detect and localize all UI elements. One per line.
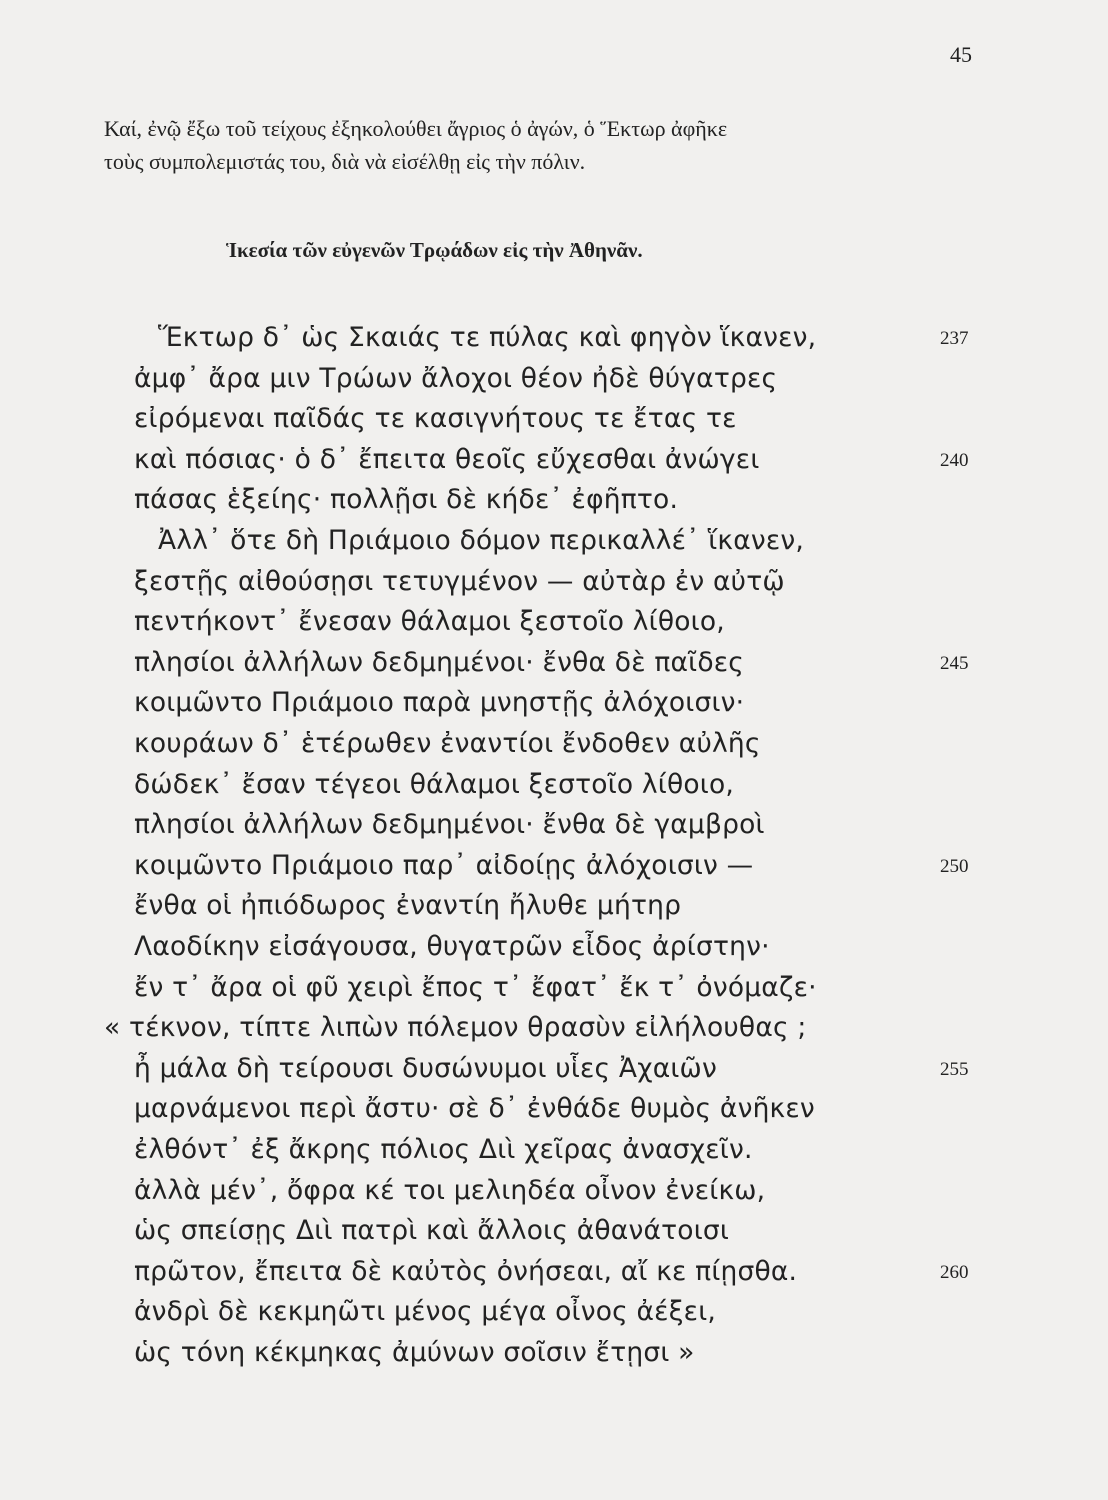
verse-line: ὡς σπείσῃς Διὶ πατρὶ καὶ ἄλλοις ἀθανάτοισι	[134, 1215, 730, 1247]
verse-line: πλησίοι ἀλλήλων δεδμημένοι· ἔνθα δὲ παῖδες	[134, 646, 745, 678]
verse-line: Λαοδίκην εἰσάγουσα, θυγατρῶν εἶδος ἀρίστην·	[134, 931, 770, 962]
verse-line: πάσας ἑξείης· πολλῇσι δὲ κήδε᾽ ἐφῆπτο.	[134, 484, 679, 516]
verse-line: ἦ μάλα δὴ τείρουσι δυσώνυμοι υἷες Ἀχαιῶν	[134, 1052, 717, 1084]
line-number: 250	[940, 855, 969, 877]
verse-line: Ἕκτωρ δ᾽ ὡς Σκαιάς τε πύλας καὶ φηγὸν ἵκανεν,	[158, 322, 817, 353]
verse-line: μαρνάμενοι περὶ ἄστυ· σὲ δ᾽ ἐνθάδε θυμὸς ἀνῆκεν	[134, 1093, 815, 1125]
verse-line: ἀνδρὶ δὲ κεκμηῶτι μένος μέγα οἶνος ἀέξει,	[134, 1296, 716, 1328]
verse-line: δώδεκ᾽ ἔσαν τέγεοι θάλαμοι ξεστοῖο λίθοιο,	[134, 768, 734, 800]
verse-line: κοιμῶντο Πριάμοιο παρὰ μνηστῇς ἀλόχοισιν·	[134, 687, 745, 719]
verse-line: ἔν τ᾽ ἄρα οἱ φῦ χειρὶ ἔπος τ᾽ ἔφατ᾽ ἔκ τ᾽ ὀνόμαζε·	[134, 971, 817, 1003]
verse-line: ἐλθόντ᾽ ἐξ ἄκρης πόλιος Διὶ χεῖρας ἀνασχεῖν.	[134, 1134, 753, 1165]
verse-line: Ἀλλ᾽ ὅτε δὴ Πριάμοιο δόμον περικαλλέ᾽ ἵκανεν,	[158, 525, 805, 556]
intro-paragraph	[104, 112, 1004, 178]
verse-line: πλησίοι ἀλλήλων δεδμημένοι· ἔνθα δὲ γαμβροὶ	[134, 809, 765, 841]
verse-line: εἰρόμεναι παῖδάς τε κασιγνήτους τε ἔτας τε	[134, 403, 737, 435]
verse-line: « τέκνον, τίπτε λιπὼν πόλεμον θρασὺν εἰλήλουθας ;	[104, 1012, 807, 1044]
verse-line: καὶ πόσιας· ὁ δ᾽ ἔπειτα θεοῖς εὔχεσθαι ἀνώγει	[134, 443, 760, 475]
intro-line: Καί, ἐνῷ ἔξω τοῦ τείχους ἐξηκολούθει ἄγριος ὁ ἀγών, ὁ Ἕκτωρ ἀφῆκε	[104, 116, 728, 141]
section-heading: Ἱκεσία τῶν εὐγενῶν Τρῳάδων εἰς τὴν Ἀθηνᾶν.	[226, 238, 643, 262]
line-number: 240	[940, 449, 969, 471]
line-number: 245	[940, 652, 969, 674]
verse-line: πρῶτον, ἔπειτα δὲ καὐτὸς ὀνήσεαι, αἴ κε πίῃσθα.	[134, 1255, 798, 1287]
line-number: 260	[940, 1261, 969, 1283]
line-number: 237	[940, 328, 969, 349]
verse-line: ἔνθα οἱ ἠπιόδωρος ἐναντίη ἤλυθε μήτηρ	[134, 890, 682, 922]
verse-line: ξεστῇς αἰθούσῃσι τετυγμένον — αὐτὰρ ἐν αὐτῷ	[134, 565, 785, 597]
intro-line: τοὺς συμπολεμιστάς του, διὰ νὰ εἰσέλθῃ εἰς τὴν πόλιν.	[104, 149, 586, 174]
line-number: 255	[940, 1058, 969, 1080]
verse-line: ὡς τόνη κέκμηκας ἀμύνων σοῖσιν ἔτῃσι »	[134, 1337, 695, 1368]
verse-line: πεντήκοντ᾽ ἔνεσαν θάλαμοι ξεστοῖο λίθοιο,	[134, 606, 725, 638]
page-number: 45	[950, 42, 972, 67]
verse-line: κοιμῶντο Πριάμοιο παρ᾽ αἰδοίῃς ἀλόχοισιν —	[134, 849, 754, 881]
verse-line: κουράων δ᾽ ἑτέρωθεν ἐναντίοι ἔνδοθεν αὐλῆς	[134, 728, 761, 759]
verse-line: ἀλλὰ μέν᾽, ὄφρα κέ τοι μελιηδέα οἶνον ἐνείκω,	[134, 1174, 766, 1206]
verse-line: ἀμφ᾽ ἄρα μιν Τρώων ἄλοχοι θέον ἠδὲ θύγατρες	[134, 362, 778, 394]
